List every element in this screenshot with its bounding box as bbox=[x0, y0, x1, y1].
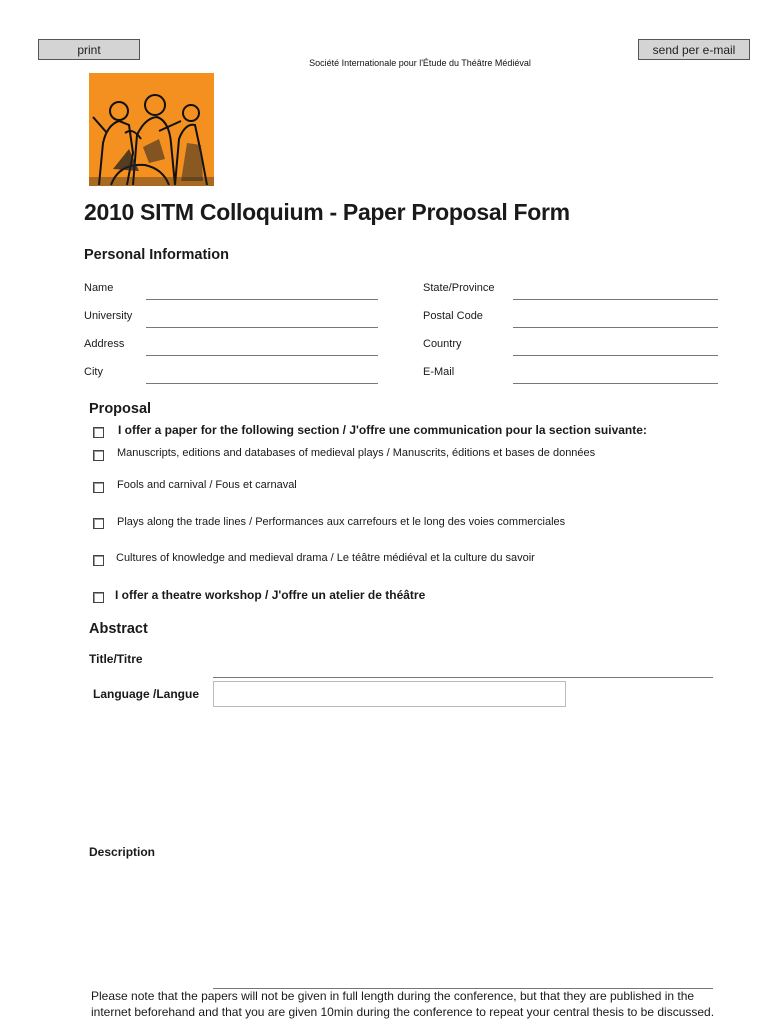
proposal-heading: Proposal bbox=[89, 401, 152, 417]
language-input[interactable] bbox=[213, 681, 566, 707]
address-field[interactable] bbox=[146, 355, 378, 356]
email-field[interactable] bbox=[513, 383, 718, 384]
organization-name: Société Internationale pour l'Étude du Théâtre Médiéval bbox=[309, 58, 531, 68]
city-label: City bbox=[84, 366, 103, 378]
state-province-label: State/Province bbox=[423, 282, 495, 294]
trade-lines-checkbox[interactable] bbox=[93, 518, 104, 529]
country-field[interactable] bbox=[513, 355, 718, 356]
page-title: 2010 SITM Colloquium - Paper Proposal Form bbox=[84, 199, 570, 225]
manuscripts-checkbox[interactable] bbox=[93, 450, 104, 461]
university-field[interactable] bbox=[146, 327, 378, 328]
country-label: Country bbox=[423, 338, 462, 350]
address-label: Address bbox=[84, 338, 125, 350]
manuscripts-option: Manuscripts, editions and databases of medieval plays / Manuscrits, éditions et bases de données bbox=[117, 447, 596, 459]
email-label: E-Mail bbox=[423, 366, 455, 378]
theatre-workshop-option: I offer a theatre workshop / J'offre un atelier de théâtre bbox=[115, 588, 426, 602]
cultures-knowledge-checkbox[interactable] bbox=[93, 555, 104, 566]
personal-information-heading: Personal Information bbox=[84, 247, 230, 263]
state-province-field[interactable] bbox=[513, 299, 718, 300]
university-label: University bbox=[84, 310, 133, 322]
cultures-knowledge-option: Cultures of knowledge and medieval drama / Le téâtre médiéval et la culture du savoir bbox=[116, 552, 535, 564]
trade-lines-option: Plays along the trade lines / Performances aux carrefours et le long des voies commerciales bbox=[117, 516, 566, 528]
fools-carnival-checkbox[interactable] bbox=[93, 482, 104, 493]
postal-code-field[interactable] bbox=[513, 327, 718, 328]
fools-carnival-option: Fools and carnival / Fous et carnaval bbox=[117, 479, 297, 491]
theatre-workshop-checkbox[interactable] bbox=[93, 592, 104, 603]
abstract-heading: Abstract bbox=[89, 621, 148, 637]
title-label: Title/Titre bbox=[89, 652, 143, 666]
medieval-woodcut-logo bbox=[89, 73, 214, 186]
description-label: Description bbox=[89, 845, 156, 859]
name-label: Name bbox=[84, 282, 114, 294]
title-field[interactable] bbox=[213, 677, 713, 678]
send-email-button[interactable]: send per e-mail bbox=[638, 39, 750, 60]
postal-code-label: Postal Code bbox=[423, 310, 483, 322]
print-button[interactable]: print bbox=[38, 39, 140, 60]
language-label: Language /Langue bbox=[93, 687, 200, 701]
name-field[interactable] bbox=[146, 299, 378, 300]
paper-section-option: I offer a paper for the following section / J'offre une communication pour la section suivante: bbox=[118, 423, 647, 437]
paper-section-checkbox[interactable] bbox=[93, 427, 104, 438]
city-field[interactable] bbox=[146, 383, 378, 384]
footnote: Please note that the papers will not be given in full length during the conference, but that they are published in the internet beforehand and that you are given 10min during the conference to repeat your central thesis to be discussed. bbox=[91, 989, 715, 1019]
